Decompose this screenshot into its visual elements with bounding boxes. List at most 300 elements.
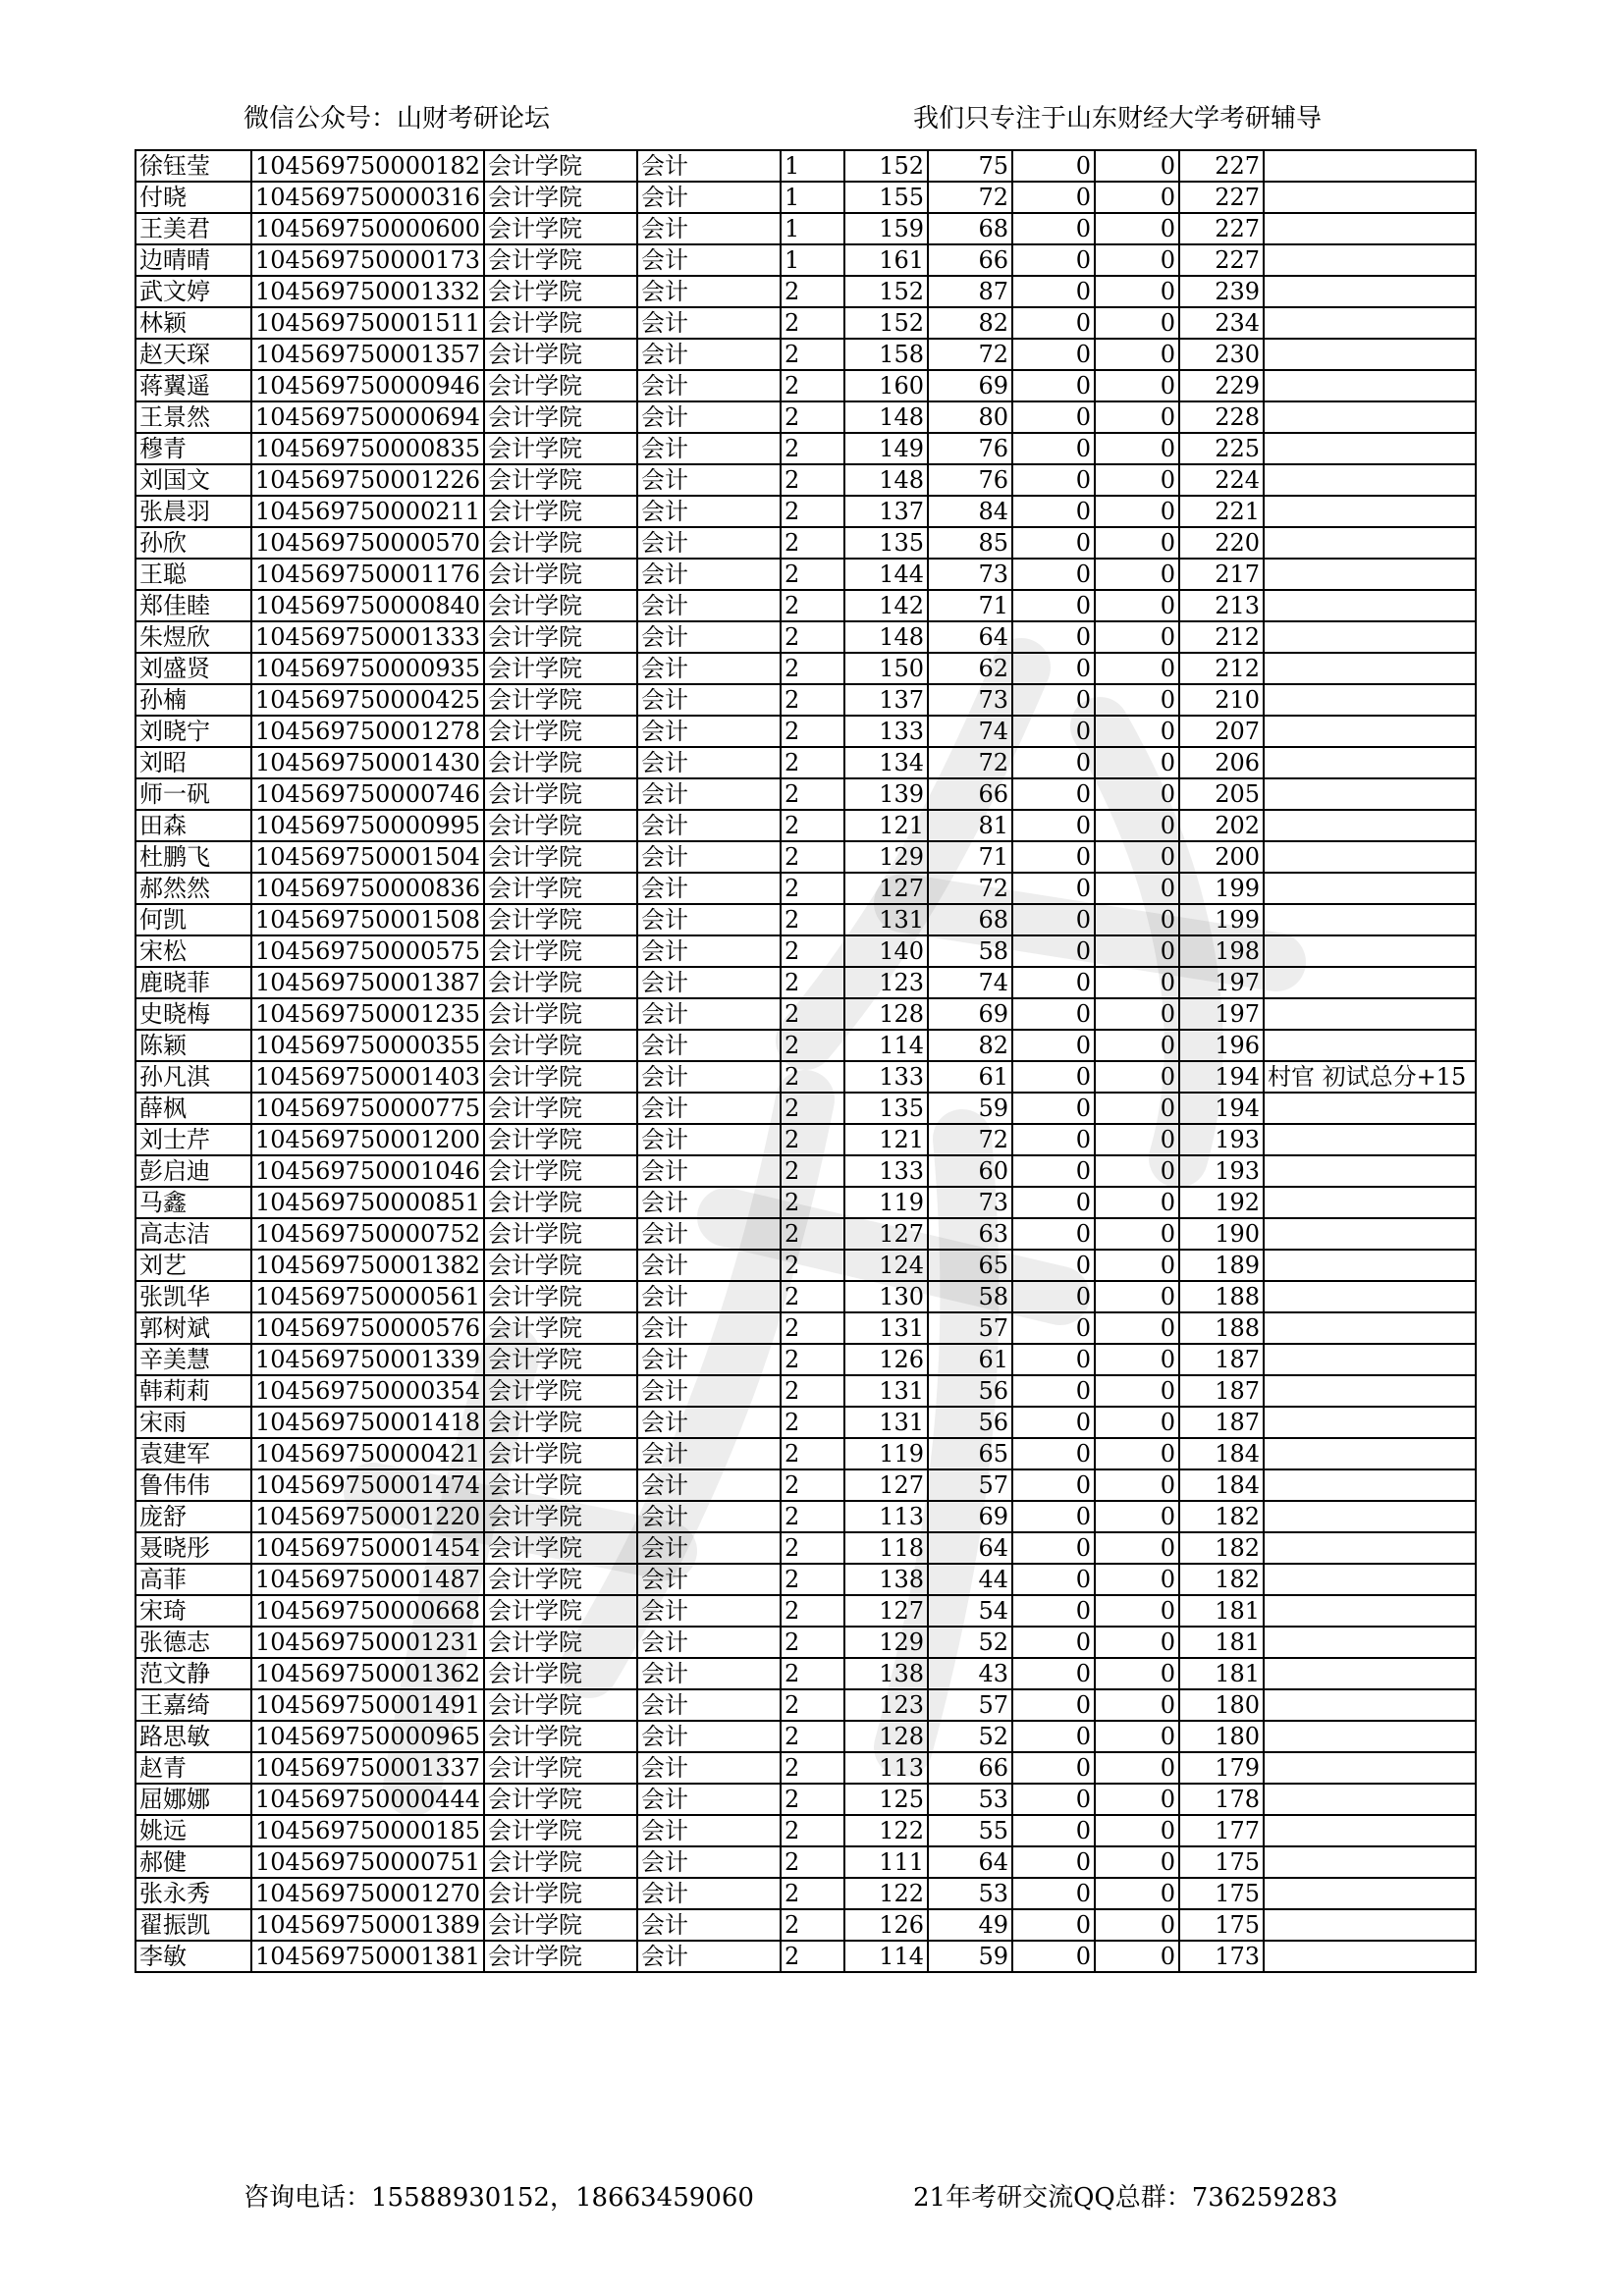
cell-school: 会计学院	[484, 1124, 637, 1155]
cell-s3: 0	[1012, 1658, 1095, 1689]
cell-name: 师一矾	[135, 778, 251, 810]
cell-s1: 114	[844, 1941, 928, 1972]
cell-school: 会计学院	[484, 339, 637, 370]
cell-name: 鲁伟伟	[135, 1469, 251, 1501]
cell-s4: 0	[1095, 841, 1179, 873]
cell-name: 郝然然	[135, 873, 251, 904]
cell-school: 会计学院	[484, 1312, 637, 1344]
cell-type: 2	[781, 1532, 844, 1564]
table-row	[135, 1564, 1476, 1595]
cell-s1: 123	[844, 967, 928, 998]
cell-id: 104569750001487	[251, 1564, 484, 1595]
cell-s3: 0	[1012, 1846, 1095, 1878]
cell-school: 会计学院	[484, 1030, 637, 1061]
cell-school: 会计学院	[484, 1281, 637, 1312]
cell-s1: 113	[844, 1752, 928, 1784]
cell-s1: 131	[844, 904, 928, 935]
cell-note	[1264, 621, 1476, 653]
cell-s4: 0	[1095, 276, 1179, 307]
cell-note	[1264, 433, 1476, 464]
table-row	[135, 1784, 1476, 1815]
cell-total: 199	[1179, 904, 1264, 935]
cell-s2: 66	[928, 1752, 1012, 1784]
cell-s2: 59	[928, 1093, 1012, 1124]
cell-name: 张凯华	[135, 1281, 251, 1312]
cell-id: 104569750000354	[251, 1375, 484, 1407]
cell-s3: 0	[1012, 1030, 1095, 1061]
cell-total: 228	[1179, 401, 1264, 433]
cell-major: 会计	[637, 873, 781, 904]
cell-s1: 121	[844, 1124, 928, 1155]
cell-id: 104569750001231	[251, 1627, 484, 1658]
cell-school: 会计学院	[484, 1218, 637, 1250]
cell-type: 2	[781, 1407, 844, 1438]
cell-note	[1264, 559, 1476, 590]
cell-note	[1264, 1312, 1476, 1344]
footer-phone: 咨询电话：15588930152，18663459060	[244, 2183, 754, 2213]
cell-s4: 0	[1095, 1312, 1179, 1344]
cell-id: 104569750001389	[251, 1909, 484, 1941]
cell-total: 206	[1179, 747, 1264, 778]
cell-school: 会计学院	[484, 1250, 637, 1281]
cell-s4: 0	[1095, 1784, 1179, 1815]
cell-school: 会计学院	[484, 621, 637, 653]
cell-s4: 0	[1095, 1658, 1179, 1689]
cell-name: 李敏	[135, 1941, 251, 1972]
cell-id: 104569750000316	[251, 182, 484, 213]
table-row	[135, 1658, 1476, 1689]
cell-type: 2	[781, 1658, 844, 1689]
cell-school: 会计学院	[484, 401, 637, 433]
cell-school: 会计学院	[484, 244, 637, 276]
table-row	[135, 1375, 1476, 1407]
cell-s1: 128	[844, 1721, 928, 1752]
cell-total: 182	[1179, 1532, 1264, 1564]
table-row	[135, 653, 1476, 684]
cell-id: 104569750000668	[251, 1595, 484, 1627]
cell-school: 会计学院	[484, 1846, 637, 1878]
table-row	[135, 1407, 1476, 1438]
cell-note: 村官 初试总分+15	[1264, 1061, 1476, 1093]
cell-school: 会计学院	[484, 1627, 637, 1658]
cell-total: 187	[1179, 1375, 1264, 1407]
cell-s4: 0	[1095, 496, 1179, 527]
table-row	[135, 401, 1476, 433]
cell-major: 会计	[637, 935, 781, 967]
table-row	[135, 810, 1476, 841]
cell-total: 188	[1179, 1281, 1264, 1312]
cell-type: 2	[781, 1281, 844, 1312]
cell-id: 104569750000182	[251, 150, 484, 182]
cell-s4: 0	[1095, 1941, 1179, 1972]
cell-id: 104569750000173	[251, 244, 484, 276]
cell-s4: 0	[1095, 1093, 1179, 1124]
cell-id: 104569750000575	[251, 935, 484, 967]
cell-id: 104569750001418	[251, 1407, 484, 1438]
cell-s1: 119	[844, 1187, 928, 1218]
cell-s2: 71	[928, 590, 1012, 621]
cell-s3: 0	[1012, 150, 1095, 182]
cell-total: 224	[1179, 464, 1264, 496]
cell-s3: 0	[1012, 1061, 1095, 1093]
cell-type: 1	[781, 150, 844, 182]
cell-s4: 0	[1095, 904, 1179, 935]
cell-type: 1	[781, 213, 844, 244]
footer-qq-group: 21年考研交流QQ总群：736259283	[913, 2183, 1338, 2213]
cell-s4: 0	[1095, 182, 1179, 213]
scores-table-body	[135, 150, 1476, 1972]
cell-school: 会计学院	[484, 1532, 637, 1564]
cell-note	[1264, 1752, 1476, 1784]
cell-id: 104569750001511	[251, 307, 484, 339]
cell-type: 1	[781, 182, 844, 213]
cell-s4: 0	[1095, 1375, 1179, 1407]
cell-total: 188	[1179, 1312, 1264, 1344]
cell-school: 会计学院	[484, 1375, 637, 1407]
cell-name: 田森	[135, 810, 251, 841]
cell-s1: 161	[844, 244, 928, 276]
cell-type: 2	[781, 1721, 844, 1752]
cell-s4: 0	[1095, 1344, 1179, 1375]
cell-school: 会计学院	[484, 1407, 637, 1438]
cell-major: 会计	[637, 1061, 781, 1093]
cell-total: 182	[1179, 1501, 1264, 1532]
cell-s2: 64	[928, 1846, 1012, 1878]
cell-major: 会计	[637, 684, 781, 716]
cell-s2: 44	[928, 1564, 1012, 1595]
cell-name: 袁建军	[135, 1438, 251, 1469]
cell-id: 104569750000444	[251, 1784, 484, 1815]
cell-total: 197	[1179, 967, 1264, 998]
table-row	[135, 1595, 1476, 1627]
cell-total: 194	[1179, 1061, 1264, 1093]
cell-s2: 66	[928, 778, 1012, 810]
cell-s4: 0	[1095, 433, 1179, 464]
cell-note	[1264, 1187, 1476, 1218]
cell-s3: 0	[1012, 527, 1095, 559]
cell-school: 会计学院	[484, 276, 637, 307]
cell-id: 104569750001508	[251, 904, 484, 935]
cell-note	[1264, 1438, 1476, 1469]
cell-school: 会计学院	[484, 1784, 637, 1815]
table-row	[135, 1281, 1476, 1312]
cell-total: 182	[1179, 1564, 1264, 1595]
cell-s3: 0	[1012, 182, 1095, 213]
cell-note	[1264, 716, 1476, 747]
cell-s2: 52	[928, 1627, 1012, 1658]
cell-school: 会计学院	[484, 527, 637, 559]
cell-s1: 152	[844, 307, 928, 339]
cell-major: 会计	[637, 276, 781, 307]
cell-name: 高菲	[135, 1564, 251, 1595]
cell-note	[1264, 182, 1476, 213]
cell-major: 会计	[637, 1941, 781, 1972]
cell-major: 会计	[637, 1344, 781, 1375]
cell-s3: 0	[1012, 778, 1095, 810]
cell-name: 屈娜娜	[135, 1784, 251, 1815]
table-row	[135, 1878, 1476, 1909]
scores-table	[135, 149, 1477, 1973]
cell-major: 会计	[637, 307, 781, 339]
cell-major: 会计	[637, 1469, 781, 1501]
cell-note	[1264, 1250, 1476, 1281]
cell-s2: 43	[928, 1658, 1012, 1689]
cell-s2: 73	[928, 1187, 1012, 1218]
cell-id: 104569750001357	[251, 339, 484, 370]
cell-s4: 0	[1095, 1627, 1179, 1658]
cell-note	[1264, 339, 1476, 370]
cell-note	[1264, 841, 1476, 873]
cell-type: 2	[781, 1752, 844, 1784]
cell-s3: 0	[1012, 1532, 1095, 1564]
cell-school: 会计学院	[484, 1564, 637, 1595]
cell-total: 207	[1179, 716, 1264, 747]
cell-note	[1264, 1941, 1476, 1972]
cell-id: 104569750001176	[251, 559, 484, 590]
cell-s3: 0	[1012, 1469, 1095, 1501]
cell-s2: 59	[928, 1941, 1012, 1972]
cell-major: 会计	[637, 810, 781, 841]
table-row	[135, 1721, 1476, 1752]
cell-id: 104569750000835	[251, 433, 484, 464]
cell-major: 会计	[637, 1846, 781, 1878]
cell-s1: 121	[844, 810, 928, 841]
cell-s1: 158	[844, 339, 928, 370]
cell-total: 184	[1179, 1438, 1264, 1469]
cell-total: 227	[1179, 182, 1264, 213]
cell-type: 2	[781, 1564, 844, 1595]
cell-name: 高志洁	[135, 1218, 251, 1250]
cell-major: 会计	[637, 1375, 781, 1407]
cell-id: 104569750000185	[251, 1815, 484, 1846]
cell-total: 199	[1179, 873, 1264, 904]
cell-s4: 0	[1095, 150, 1179, 182]
cell-s1: 114	[844, 1030, 928, 1061]
cell-note	[1264, 276, 1476, 307]
cell-s4: 0	[1095, 1752, 1179, 1784]
cell-s2: 82	[928, 1030, 1012, 1061]
cell-type: 2	[781, 1218, 844, 1250]
cell-note	[1264, 1721, 1476, 1752]
cell-s4: 0	[1095, 370, 1179, 401]
table-row	[135, 1030, 1476, 1061]
cell-total: 175	[1179, 1909, 1264, 1941]
cell-s3: 0	[1012, 967, 1095, 998]
cell-school: 会计学院	[484, 935, 637, 967]
cell-s4: 0	[1095, 810, 1179, 841]
cell-s4: 0	[1095, 935, 1179, 967]
cell-s4: 0	[1095, 1846, 1179, 1878]
cell-id: 104569750001046	[251, 1155, 484, 1187]
cell-type: 2	[781, 1469, 844, 1501]
cell-total: 180	[1179, 1689, 1264, 1721]
cell-s2: 72	[928, 873, 1012, 904]
cell-s2: 68	[928, 213, 1012, 244]
cell-name: 王美君	[135, 213, 251, 244]
cell-major: 会计	[637, 1752, 781, 1784]
cell-s3: 0	[1012, 1250, 1095, 1281]
cell-s3: 0	[1012, 1312, 1095, 1344]
cell-s4: 0	[1095, 967, 1179, 998]
cell-id: 104569750001278	[251, 716, 484, 747]
cell-s1: 133	[844, 1155, 928, 1187]
cell-s1: 113	[844, 1501, 928, 1532]
cell-note	[1264, 1155, 1476, 1187]
cell-s2: 58	[928, 935, 1012, 967]
cell-major: 会计	[637, 747, 781, 778]
table-row	[135, 1627, 1476, 1658]
cell-s2: 66	[928, 244, 1012, 276]
cell-note	[1264, 1846, 1476, 1878]
cell-s3: 0	[1012, 1689, 1095, 1721]
cell-s3: 0	[1012, 590, 1095, 621]
cell-major: 会计	[637, 1281, 781, 1312]
cell-s2: 72	[928, 1124, 1012, 1155]
cell-s4: 0	[1095, 873, 1179, 904]
cell-id: 104569750000421	[251, 1438, 484, 1469]
cell-s4: 0	[1095, 1564, 1179, 1595]
cell-s2: 72	[928, 339, 1012, 370]
cell-s1: 127	[844, 1595, 928, 1627]
cell-type: 2	[781, 433, 844, 464]
cell-note	[1264, 244, 1476, 276]
cell-total: 234	[1179, 307, 1264, 339]
cell-s3: 0	[1012, 1281, 1095, 1312]
cell-s1: 137	[844, 684, 928, 716]
cell-note	[1264, 810, 1476, 841]
cell-school: 会计学院	[484, 967, 637, 998]
cell-s2: 76	[928, 464, 1012, 496]
cell-id: 104569750001381	[251, 1941, 484, 1972]
cell-s4: 0	[1095, 464, 1179, 496]
cell-total: 181	[1179, 1658, 1264, 1689]
cell-s4: 0	[1095, 653, 1179, 684]
cell-s2: 73	[928, 559, 1012, 590]
cell-type: 2	[781, 1627, 844, 1658]
cell-note	[1264, 1501, 1476, 1532]
table-row	[135, 307, 1476, 339]
cell-s3: 0	[1012, 401, 1095, 433]
cell-s4: 0	[1095, 559, 1179, 590]
cell-s3: 0	[1012, 810, 1095, 841]
cell-s1: 149	[844, 433, 928, 464]
cell-school: 会计学院	[484, 1815, 637, 1846]
cell-name: 郭树斌	[135, 1312, 251, 1344]
cell-name: 薛枫	[135, 1093, 251, 1124]
table-row	[135, 1501, 1476, 1532]
cell-type: 2	[781, 935, 844, 967]
cell-s2: 74	[928, 716, 1012, 747]
cell-school: 会计学院	[484, 1438, 637, 1469]
cell-major: 会计	[637, 370, 781, 401]
cell-s2: 69	[928, 370, 1012, 401]
cell-s3: 0	[1012, 998, 1095, 1030]
table-row	[135, 1061, 1476, 1093]
cell-major: 会计	[637, 967, 781, 998]
cell-note	[1264, 1469, 1476, 1501]
cell-type: 2	[781, 1846, 844, 1878]
cell-type: 2	[781, 1941, 844, 1972]
table-row	[135, 1846, 1476, 1878]
cell-s4: 0	[1095, 244, 1179, 276]
table-row	[135, 1344, 1476, 1375]
table-row	[135, 496, 1476, 527]
cell-s1: 135	[844, 1093, 928, 1124]
cell-name: 林颖	[135, 307, 251, 339]
cell-major: 会计	[637, 590, 781, 621]
cell-name: 武文婷	[135, 276, 251, 307]
cell-id: 104569750000211	[251, 496, 484, 527]
cell-s3: 0	[1012, 559, 1095, 590]
cell-s3: 0	[1012, 1909, 1095, 1941]
cell-s1: 137	[844, 496, 928, 527]
cell-s2: 76	[928, 433, 1012, 464]
cell-school: 会计学院	[484, 150, 637, 182]
cell-type: 1	[781, 244, 844, 276]
cell-total: 189	[1179, 1250, 1264, 1281]
cell-school: 会计学院	[484, 559, 637, 590]
table-row	[135, 464, 1476, 496]
cell-total: 239	[1179, 276, 1264, 307]
cell-s3: 0	[1012, 1721, 1095, 1752]
cell-s1: 126	[844, 1344, 928, 1375]
cell-s2: 49	[928, 1909, 1012, 1941]
cell-type: 2	[781, 1909, 844, 1941]
cell-s3: 0	[1012, 841, 1095, 873]
cell-major: 会计	[637, 1501, 781, 1532]
cell-s1: 138	[844, 1658, 928, 1689]
cell-note	[1264, 1878, 1476, 1909]
cell-type: 2	[781, 370, 844, 401]
cell-school: 会计学院	[484, 464, 637, 496]
cell-type: 2	[781, 1878, 844, 1909]
table-row	[135, 590, 1476, 621]
table-row	[135, 433, 1476, 464]
cell-major: 会计	[637, 1815, 781, 1846]
cell-name: 刘盛贤	[135, 653, 251, 684]
cell-type: 2	[781, 778, 844, 810]
cell-s1: 144	[844, 559, 928, 590]
cell-s3: 0	[1012, 653, 1095, 684]
cell-major: 会计	[637, 1155, 781, 1187]
cell-s4: 0	[1095, 339, 1179, 370]
cell-id: 104569750001382	[251, 1250, 484, 1281]
table-row	[135, 1532, 1476, 1564]
cell-id: 104569750000840	[251, 590, 484, 621]
cell-total: 212	[1179, 621, 1264, 653]
table-row	[135, 904, 1476, 935]
cell-name: 路思敏	[135, 1721, 251, 1752]
cell-s3: 0	[1012, 1501, 1095, 1532]
cell-id: 104569750001403	[251, 1061, 484, 1093]
cell-s2: 53	[928, 1878, 1012, 1909]
cell-major: 会计	[637, 778, 781, 810]
cell-s2: 55	[928, 1815, 1012, 1846]
cell-s1: 159	[844, 213, 928, 244]
cell-school: 会计学院	[484, 1721, 637, 1752]
cell-note	[1264, 1784, 1476, 1815]
cell-school: 会计学院	[484, 1595, 637, 1627]
cell-major: 会计	[637, 464, 781, 496]
cell-school: 会计学院	[484, 590, 637, 621]
cell-id: 104569750000600	[251, 213, 484, 244]
cell-name: 王嘉绮	[135, 1689, 251, 1721]
cell-name: 朱煜欣	[135, 621, 251, 653]
cell-total: 212	[1179, 653, 1264, 684]
cell-type: 2	[781, 464, 844, 496]
cell-note	[1264, 1815, 1476, 1846]
cell-id: 104569750000965	[251, 1721, 484, 1752]
